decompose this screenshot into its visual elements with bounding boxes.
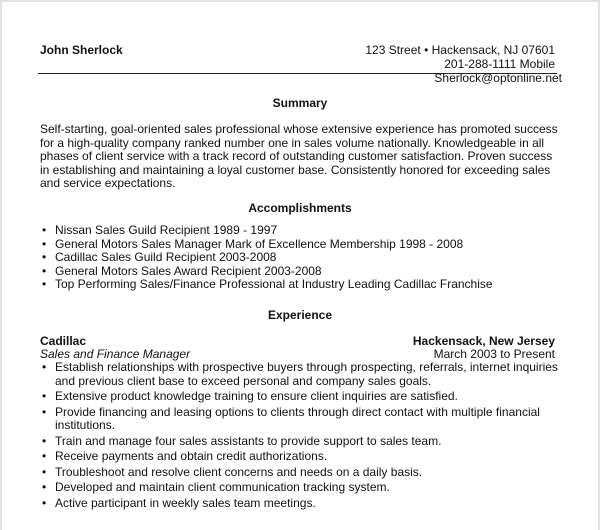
bullet-icon: •: [42, 360, 47, 374]
experience-heading: Experience: [267, 308, 333, 322]
list-item: [40, 361, 560, 388]
list-item: [40, 265, 560, 279]
bullet-icon: •: [42, 495, 47, 510]
list-item: [40, 251, 560, 265]
list-item: [40, 450, 560, 464]
list-item: [40, 497, 560, 511]
job-location: Hackensack, New Jersey: [412, 334, 555, 348]
email: Sherlock@optonline.net: [434, 71, 562, 85]
list-item: [40, 224, 560, 238]
bullet-icon: •: [42, 277, 47, 292]
list-item-text: Establish relationships with prospective buyers through prospecting, referrals, internet inquiries and previous client base to exceed personal and company sales goals.: [55, 360, 558, 388]
summary-text: Self-starting, goal-oriented sales professional whose extensive experience has promoted success for a high-quality company ranked number one in sales volume nationally. Knowledgeable in all phases of client service with a track record of outstanding customer satisfaction. Proven success in establishing and maintaining a loyal customer base. Consistently honored for exceeding sales and service expectations.: [40, 122, 558, 191]
list-item-text: Extensive product knowledge training to ensure client inquiries are satisfied.: [55, 389, 458, 404]
list-item-text: Receive payments and obtain credit authorizations.: [55, 449, 328, 464]
list-item-text: Troubleshoot and resolve client concerns and needs on a daily basis.: [55, 464, 423, 479]
list-item-text: Top Performing Sales/Finance Professional at Industry Leading Cadillac Franchise: [55, 277, 493, 292]
list-item-text: Active participant in weekly sales team meetings.: [55, 495, 316, 510]
list-item-text: Provide financing and leasing options to clients through direct contact with multiple financial institutions.: [55, 404, 540, 433]
list-item-text: General Motors Sales Manager Mark of Excellence Membership 1998 - 2008: [55, 236, 464, 251]
list-item: [40, 481, 560, 495]
phone: 201-288-1111 Mobile: [444, 57, 555, 71]
bullet-icon: •: [42, 263, 47, 278]
list-item: [40, 390, 560, 404]
list-item: [40, 238, 560, 252]
summary-heading: Summary: [272, 96, 328, 110]
bullet-icon: •: [42, 404, 47, 419]
job-dates: March 2003 to Present: [433, 347, 555, 361]
list-item-text: Cadillac Sales Guild Recipient 2003-2008: [55, 250, 277, 265]
bullet-icon: •: [42, 433, 47, 448]
list-item-text: Developed and maintain client communication tracking system.: [55, 480, 390, 495]
list-item: [40, 406, 560, 433]
bullet-icon: •: [42, 250, 47, 265]
bullet-icon: •: [42, 464, 47, 479]
experience-list: [40, 361, 560, 512]
list-item: [40, 466, 560, 480]
list-item-text: General Motors Sales Award Recipient 2003-2008: [55, 263, 322, 278]
bullet-icon: •: [42, 236, 47, 251]
list-item: [40, 278, 560, 292]
company: Cadillac: [40, 334, 87, 348]
bullet-icon: •: [42, 223, 47, 237]
list-item-text: Train and manage four sales assistants to provide support to sales team.: [55, 433, 442, 448]
accomplishments-heading: Accomplishments: [248, 201, 352, 215]
address: 123 Street • Hackensack, NJ 07601: [365, 43, 555, 57]
job-title: Sales and Finance Manager: [40, 347, 191, 361]
accomplishments-list: [40, 224, 560, 292]
candidate-name: John Sherlock: [40, 43, 123, 57]
bullet-icon: •: [42, 480, 47, 495]
bullet-icon: •: [42, 449, 47, 464]
bullet-icon: •: [42, 389, 47, 404]
list-item-text: Nissan Sales Guild Recipient 1989 - 1997: [55, 223, 278, 237]
list-item: [40, 435, 560, 449]
